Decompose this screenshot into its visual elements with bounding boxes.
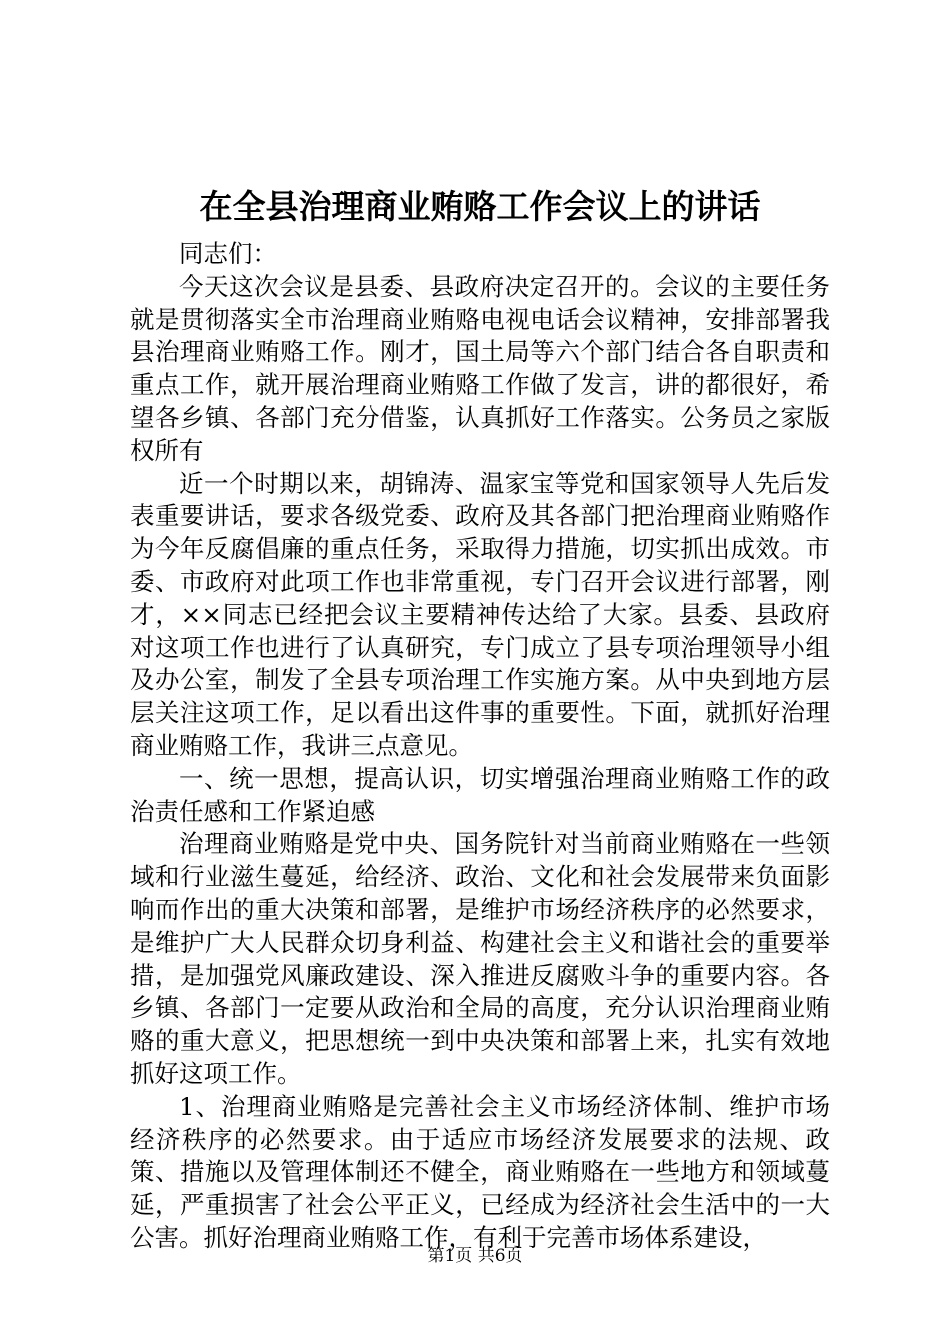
section-heading: 一、统一思想，提高认识，切实增强治理商业贿赂工作的政治责任感和工作紧迫感: [130, 763, 830, 826]
page-number-footer: 第1页 共6页: [427, 1246, 523, 1266]
body-paragraph: 近一个时期以来，胡锦涛、温家宝等党和国家领导人先后发表重要讲话，要求各级党委、政府及其各部门把治理商业贿赂作为今年反腐倡廉的重点任务，采取得力措施，切实抓出成效。市委、市政府对此项工作也非常重视，专门召开会议进行部署，刚才，××同志已经把会议主要精神传达给了大家。县委、县政府对这项工作也进行了认真研究，专门成立了县专项治理领导小组及办公室，制发了全县专项治理工作实施方案。从中央到地方层层关注这项工作，足以看出这件事的重要性。下面，就抓好治理商业贿赂工作，我讲三点意见。: [130, 468, 830, 760]
salutation: 同志们：: [179, 239, 277, 268]
body-paragraph: 治理商业贿赂是党中央、国务院针对当前商业贿赂在一些领域和行业滋生蔓延，给经济、政治、文化和社会发展带来负面影响而作出的重大决策和部署，是维护市场经济秩序的必然要求，是维护广大人民群众切身利益、构建社会主义和谐社会的重要举措，是加强党风廉政建设、深入推进反腐败斗争的重要内容。各乡镇、各部门一定要从政治和全局的高度，充分认识治理商业贿赂的重大意义，把思想统一到中央决策和部署上来，扎实有效地抓好这项工作。: [130, 829, 830, 1088]
body-paragraph: 今天这次会议是县委、县政府决定召开的。会议的主要任务就是贯彻落实全市治理商业贿赂电视电话会议精神，安排部署我县治理商业贿赂工作。刚才，国土局等六个部门结合各自职责和重点工作，就开展治理商业贿赂工作做了发言，讲的都很好，希望各乡镇、各部门充分借鉴，认真抓好工作落实。公务员之家版权所有: [130, 271, 830, 465]
body-paragraph: 1、治理商业贿赂是完善社会主义市场经济体制、维护市场经济秩序的必然要求。由于适应市场经济发展要求的法规、政策、措施以及管理体制还不健全，商业贿赂在一些地方和领域蔓延，严重损害了社会公平正义，已经成为经济社会生活中的一大公害。抓好治理商业贿赂工作，有利于完善市场体系建设，: [130, 1091, 830, 1252]
document-title: 在全县治理商业贿赂工作会议上的讲话: [199, 187, 761, 226]
document-body: [130, 238, 830, 1255]
